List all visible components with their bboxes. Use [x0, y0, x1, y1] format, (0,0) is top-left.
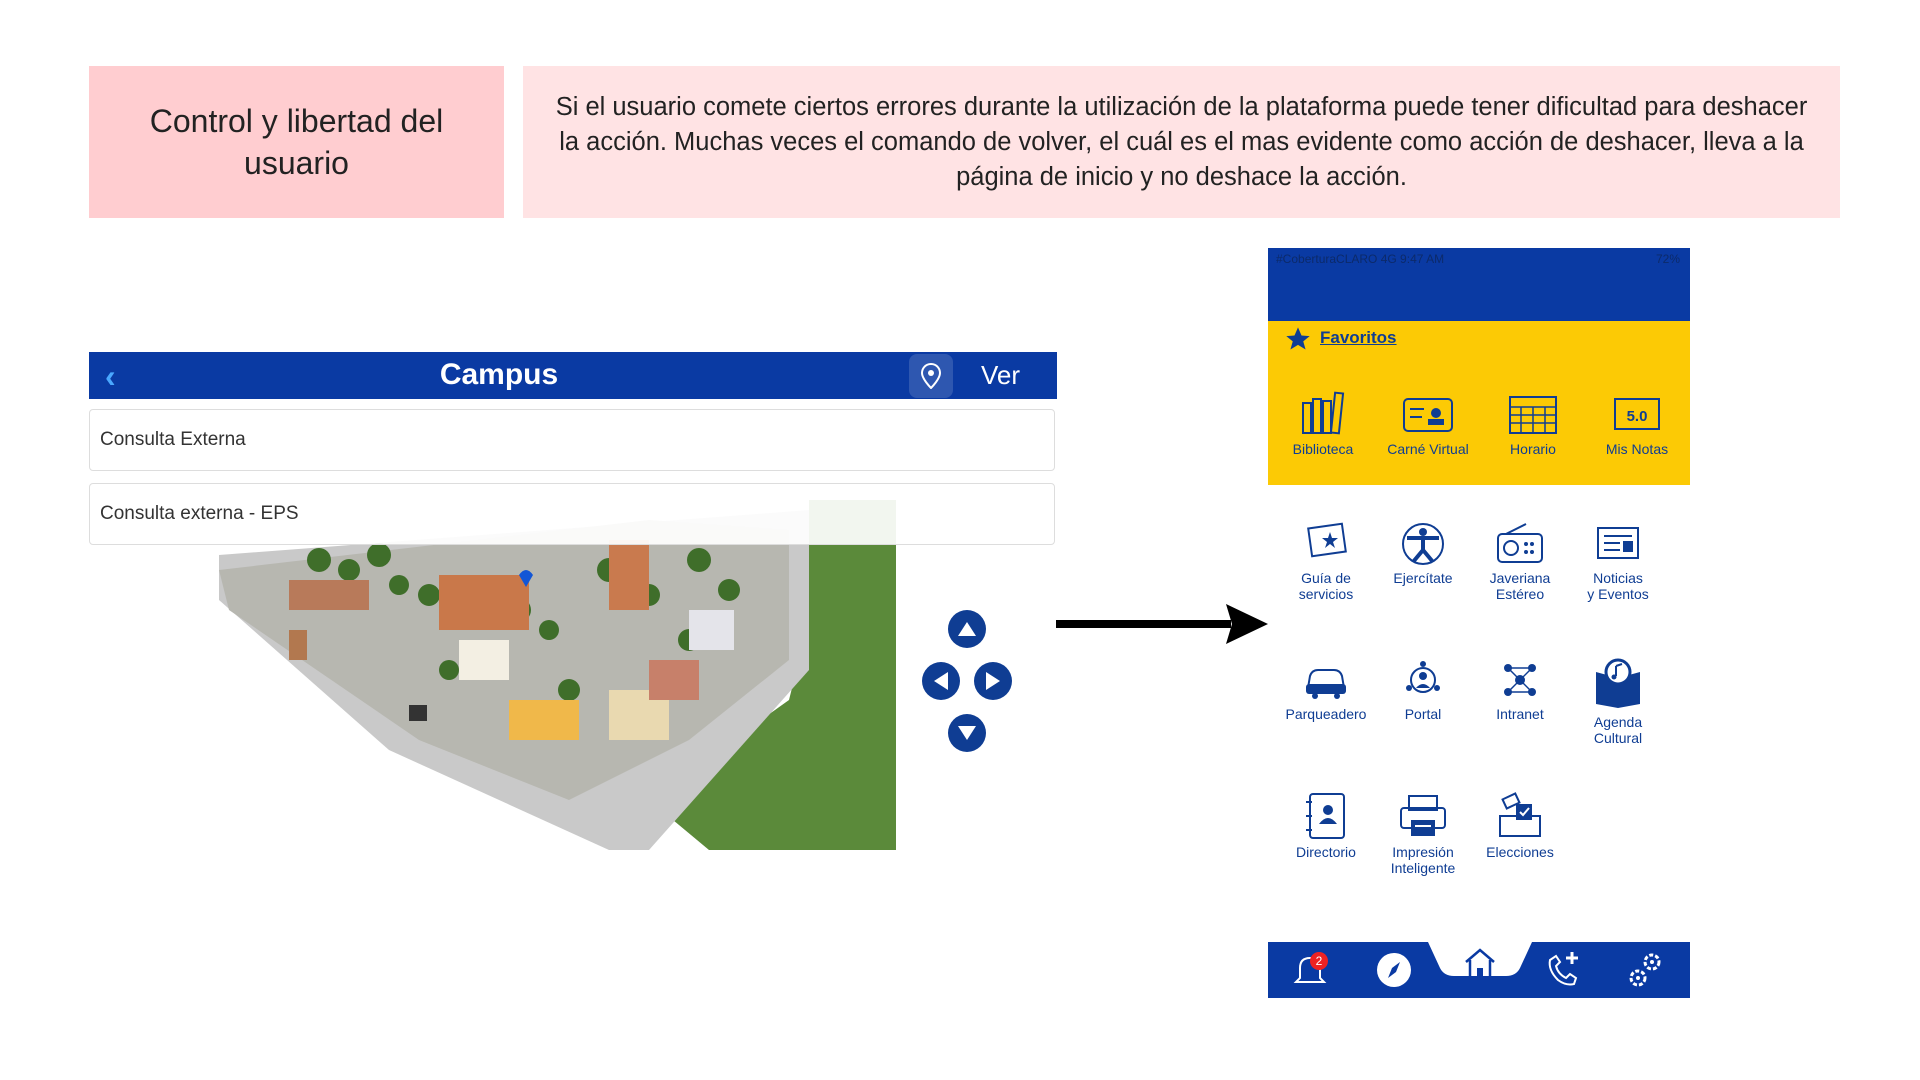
tab-home[interactable] [1458, 942, 1502, 986]
app-ejercitate[interactable] [1375, 522, 1471, 586]
favorite-horario[interactable] [1488, 391, 1578, 457]
bottom-tab-bar [1268, 942, 1690, 998]
favorite-carne-virtual[interactable] [1383, 391, 1473, 457]
ballot-icon [1494, 792, 1546, 840]
books-icon [1299, 391, 1347, 435]
search-result-label: Consulta Externa [100, 429, 246, 450]
app-intranet[interactable] [1472, 658, 1568, 722]
tab-settings[interactable] [1624, 948, 1668, 992]
phone-header [1268, 248, 1690, 321]
campus-header [89, 352, 1057, 399]
heuristic-description-box [523, 66, 1840, 218]
favorite-label: Horario [1510, 441, 1556, 457]
campus-title: Campus [439, 358, 559, 391]
campus-map[interactable] [89, 500, 896, 850]
id-card-icon [1402, 391, 1454, 435]
news-icon [1592, 522, 1644, 566]
app-label-line1: Javeriana [1489, 570, 1551, 586]
app-directorio[interactable] [1278, 792, 1374, 860]
radio-icon [1494, 522, 1546, 566]
app-label-line1: Guía de [1301, 570, 1351, 586]
app-label-line1: Agenda [1593, 714, 1643, 730]
app-label-line2: Estéreo [1495, 586, 1545, 602]
tab-explore[interactable] [1372, 948, 1416, 992]
ver-button[interactable]: Ver [981, 360, 1021, 390]
app-label-line1: Portal [1404, 706, 1442, 722]
arrow-right-icon [985, 671, 1001, 691]
favorite-label: Carné Virtual [1387, 441, 1469, 457]
battery-level: 72% [1655, 252, 1680, 266]
phone-plus-icon [1542, 950, 1582, 990]
directory-icon [1300, 792, 1352, 840]
app-elecciones[interactable] [1472, 792, 1568, 860]
network-icon [1494, 658, 1546, 702]
favorite-mis-notas[interactable] [1592, 391, 1682, 457]
app-label-line1: Elecciones [1486, 844, 1554, 860]
search-result-label: Consulta externa - EPS [100, 503, 299, 524]
compass-icon [1374, 950, 1414, 990]
app-guia-servicios[interactable] [1278, 522, 1374, 602]
app-label-line1: Intranet [1496, 706, 1544, 722]
app-agenda-cultural[interactable] [1570, 658, 1666, 746]
pan-up-button[interactable] [948, 610, 986, 648]
favorites-title: Favoritos [1320, 328, 1397, 347]
heuristic-description: Si el usuario comete ciertos errores durante la utilización de la plataforma puede tener dificultad para deshacer la acción. Muchas veces el comando de volver, el cuál es el mas evidente como acción de deshacer, lleva a la página de inicio y no deshace la acción. [555, 92, 1808, 191]
pan-right-button[interactable] [974, 662, 1012, 700]
search-result-consulta-externa-eps[interactable] [89, 483, 1055, 545]
app-noticias-eventos[interactable] [1570, 522, 1666, 602]
favorites-panel [1268, 321, 1690, 485]
star-icon [1284, 325, 1312, 353]
calendar-icon [1507, 391, 1559, 435]
favorite-biblioteca[interactable] [1278, 391, 1368, 457]
status-bar-text: #CoberturaCLARO 4G 9:47 AM [1276, 252, 1445, 266]
search-result-consulta-externa[interactable] [89, 409, 1055, 471]
app-label-line2: y Eventos [1587, 586, 1649, 602]
home-icon [1460, 946, 1500, 982]
arrow-up-icon [957, 621, 977, 637]
map-pin-icon[interactable] [909, 354, 953, 398]
tab-emergency-call[interactable] [1540, 948, 1584, 992]
grade-value: 5.0 [1626, 408, 1648, 425]
app-impresion-inteligente[interactable] [1375, 792, 1471, 876]
app-javeriana-estereo[interactable] [1472, 522, 1568, 602]
exercise-icon [1397, 522, 1449, 566]
book-music-icon [1592, 658, 1644, 710]
app-label-line1: Parqueadero [1285, 706, 1367, 722]
heuristic-title-box [89, 66, 504, 218]
guide-icon [1300, 522, 1352, 566]
printer-icon [1397, 792, 1449, 840]
grades-icon [1611, 391, 1663, 435]
notification-badge: 2 [1310, 952, 1328, 970]
app-label-line2: Cultural [1593, 730, 1643, 746]
app-label-line2: servicios [1298, 586, 1354, 602]
heuristic-title: Control y libertad del usuario [149, 103, 444, 181]
app-label-line1: Impresión [1392, 844, 1454, 860]
app-portal[interactable] [1375, 658, 1471, 722]
arrow-left-icon [933, 671, 949, 691]
app-label-line1: Directorio [1296, 844, 1356, 860]
app-label-line1: Ejercítate [1393, 570, 1453, 586]
transition-arrow-icon [1056, 602, 1270, 646]
pan-down-button[interactable] [948, 714, 986, 752]
settings-icon [1626, 950, 1666, 990]
back-icon[interactable]: ‹ [105, 358, 116, 394]
favorite-label: Mis Notas [1605, 441, 1669, 457]
arrow-down-icon [957, 725, 977, 741]
pan-left-button[interactable] [922, 662, 960, 700]
tab-notifications[interactable] [1288, 948, 1332, 992]
favorite-label: Biblioteca [1292, 441, 1354, 457]
portal-icon [1397, 658, 1449, 702]
app-label-line1: Noticias [1593, 570, 1643, 586]
app-label-line2: Inteligente [1390, 860, 1456, 876]
car-icon [1300, 658, 1352, 702]
app-parqueadero[interactable] [1278, 658, 1374, 722]
